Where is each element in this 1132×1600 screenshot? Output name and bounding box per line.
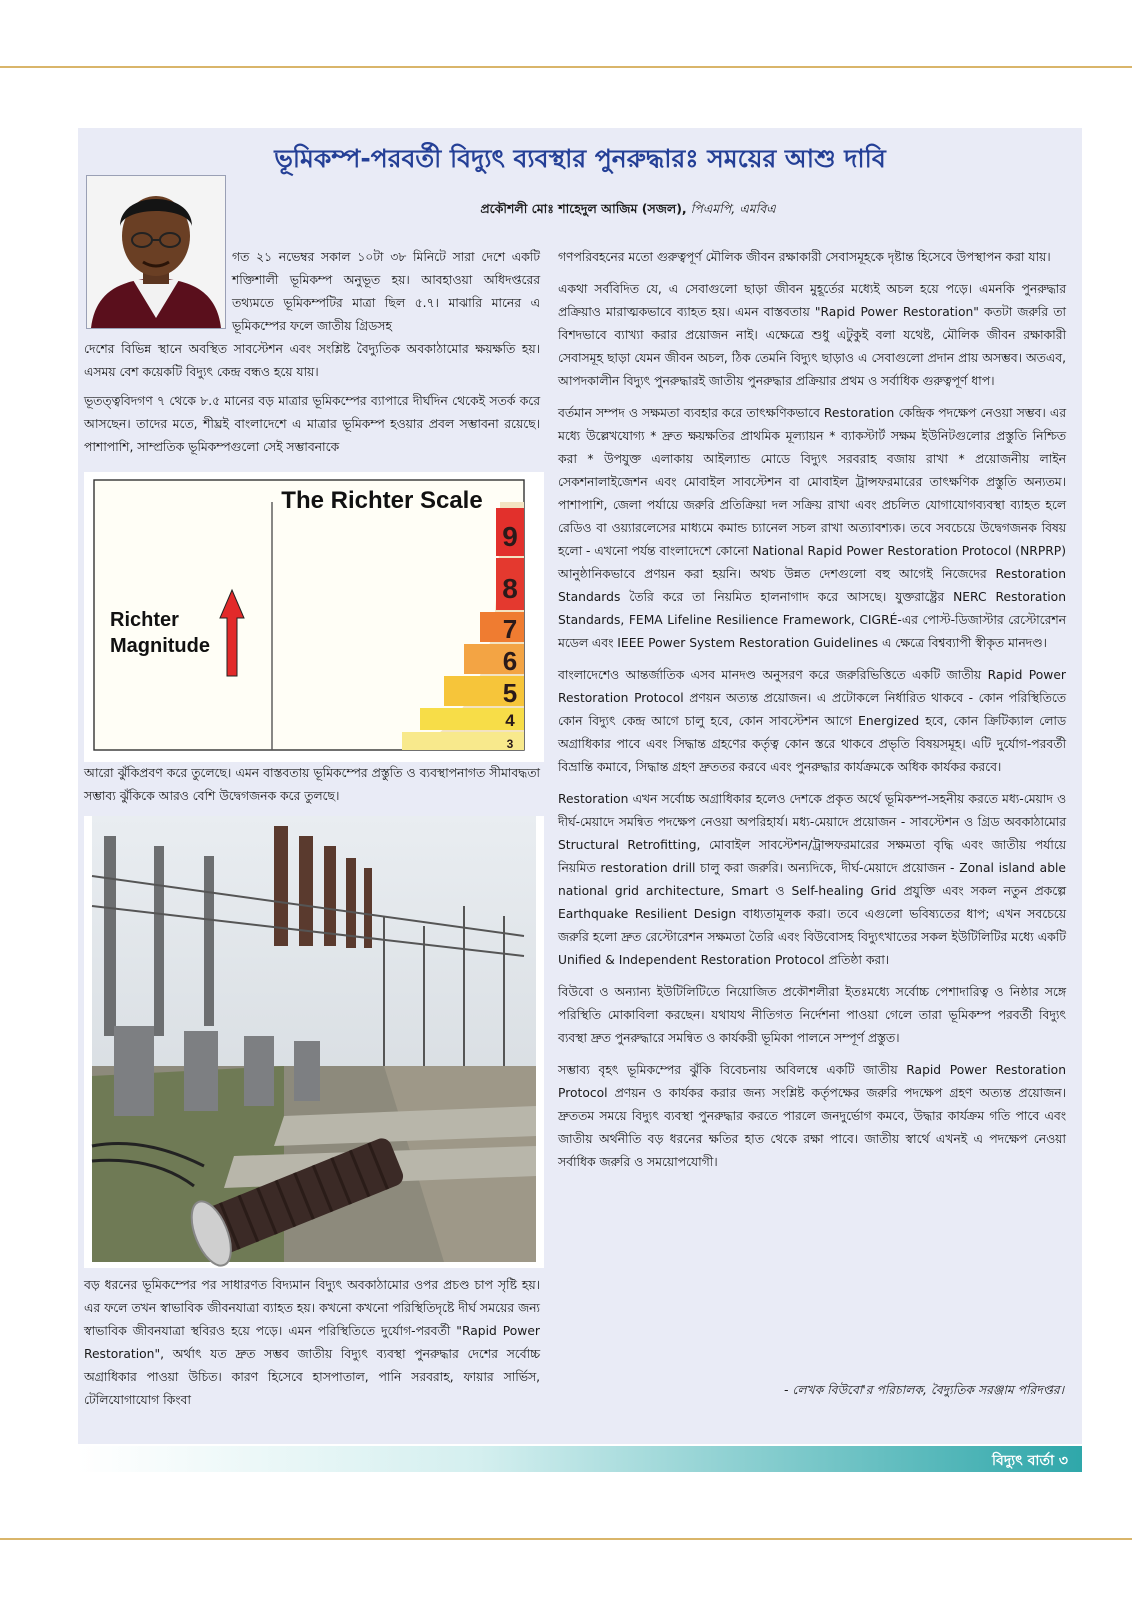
richter-label-8: 8 — [502, 573, 518, 604]
right-paragraph-4: বাংলাদেশেও আন্তর্জাতিক এসব মানদণ্ড অনুসরণ করে জরুরিভিত্তিতে একটি জাতীয় Rapid Power Restoration Protocol প্রণয়ন অত্যন্ত প্রয়োজন। এ প্রটোকলে নির্ধারিত থাকবে - কোন পরিস্থিতিতে কোন বিদ্যুৎ কেন্দ্র আগে চালু হবে, কোন সাবস্টেশন আগে Energized হবে, কোন ক্রিটিক্যাল লোড অগ্রাধিকার পাবে এবং সিদ্ধান্ত গ্রহণের কর্তৃত্ব কোন স্তরে থাকবে প্রভৃতি বিষয়সমূহ। এটি দুর্যোগ-পরবর্তী বিভ্রান্তি কমাবে, সিদ্ধান্ত গ্রহণ দ্রুততর করবে এবং পুনরুদ্ধার কার্যক্রমকে অধিক কার্যকর করবে। — [558, 668, 1066, 774]
richter-axis-label-line1: Richter — [110, 609, 179, 631]
richter-label-3: 3 — [506, 737, 514, 751]
richter-label-5: 5 — [502, 678, 518, 708]
right-paragraph-2: একথা সর্ববিদিত যে, এ সেবাগুলো ছাড়া জীবন মুহূর্তের মধ্যেই অচল হয়ে পড়ে। এমনকি পুনরুদ্ধার প্রক্রিয়াও মারাত্মকভাবে ব্যাহত হয়। এমন বাস্তবতায় "Rapid Power Restoration" কতটা জরুরি তা বিশদভাবে ব্যাখ্যা করার প্রয়োজন নাই। এক্ষেত্রে শুধু এটুকুই বলা যথেষ্ট, মৌলিক জীবন রক্ষাকারী সেবাসমূহ ছাড়া যেমন জীবন অচল, ঠিক তেমনি বিদ্যুৎ ছাড়াও এ সেবাগুলো প্রদান প্রায় অসম্ভব। অতএব, আপদকালীন বিদ্যুৎ পুনরুদ্ধারই জাতীয় পুনরুদ্ধার প্রক্রিয়ার প্রথম ও সর্বাধিক গুরুত্বপূর্ণ ধাপ। — [558, 282, 1066, 388]
richter-label-6: 6 — [502, 646, 518, 676]
byline — [228, 200, 1028, 218]
substation-damage-photo — [84, 816, 544, 1268]
footer-band — [78, 1446, 1082, 1472]
paragraph-risk: আরো ঝুঁকিপ্রবণ করে তুলেছে। এমন বাস্তবতায় ভূমিকম্পের প্রস্তুতি ও ব্যবস্থাপনাগত সীমাবদ্ধতা সম্ভাব্য ঝুঁকিকে আরও বেশি উদ্বেগজনক করে তুলছে। — [84, 766, 540, 803]
article-title: ভূমিকম্প-পরবর্তী বিদ্যুৎ ব্যবস্থার পুনরুদ্ধারঃ সময়ের আশু দাবি — [274, 144, 886, 173]
right-paragraph-3: বর্তমান সম্পদ ও সক্ষমতা ব্যবহার করে তাৎক্ষণিকভাবে Restoration কেন্দ্রিক পদক্ষেপ নেওয়া সম্ভব। এর মধ্যে উল্লেখযোগ্য * দ্রুত ক্ষয়ক্ষতির প্রাথমিক মূল্যায়ন * ব্যাকস্টার্ট সক্ষম ইউনিটগুলোর প্রস্তুতি নিশ্চিত করা * উপযুক্ত এলাকায় আইল্যান্ড মোডে বিদ্যুৎ সরবরাহ বজায় রাখা * প্রয়োজনীয় লাইন সেকশনালাইজেশন এবং মোবাইল সাবস্টেশন বা মোবাইল ট্রান্সফরমারের তাৎক্ষণিক প্রস্তুতি অন্যতম। পাশাপাশি, জেলা পর্যায়ে জরুরি প্রতিক্রিয়া দল সক্রিয় রাখা এবং প্রচলিত যোগাযোগব্যবস্থা ব্যাহত হলে রেডিও বা ওয়্যারলেসের মাধ্যমে কমান্ড চ্যানেল সচল রাখা অত্যাবশ্যক। তবে সবচেয়ে উদ্বেগজনক বিষয় হলো - এখনো পর্যন্ত বাংলাদেশে কোনো National Rapid Power Restoration Protocol (NRPRP) আনুষ্ঠানিকভাবে প্রণয়ন করা হয়নি। অথচ উন্নত দেশগুলো বহু আগেই নিজেদের Restoration Standards তৈরি করে তা নিয়মিত হালনাগাদ করে আসছে। যুক্তরাষ্ট্রের NERC Restoration Standards, FEMA Lifeline Resilience Framework, CIGRÉ-এর পোস্ট-ডিজাস্টার রেস্টোরেশন মডেল এবং IEEE Power System Restoration Guidelines এ ক্ষেত্রে বিশ্বব্যাপী স্বীকৃত মানদণ্ড। — [558, 406, 1066, 650]
right-paragraph-7: সম্ভাব্য বৃহৎ ভূমিকম্পের ঝুঁকি বিবেচনায় অবিলম্বে একটি জাতীয় Rapid Power Restoration Protocol প্রণয়ন ও কার্যকর করার জন্য সংশ্লিষ্ট কর্তৃপক্ষের জরুরি পদক্ষেপ গ্রহণ অত্যন্ত প্রয়োজন। দ্রুততম সময়ে বিদ্যুৎ ব্যবস্থা পুনরুদ্ধার করতে পারলে জনদুর্ভোগ কমবে, উদ্ধার কার্যক্রম গতি পাবে এবং জাতীয় অর্থনীতি বড় ধরনের ক্ষতির হাত থেকে রক্ষা পাবে। জাতীয় স্বার্থে এখনই এ পদক্ষেপ নেওয়া সর্বাধিক জরুরি ও সময়োপযোগী। — [558, 1063, 1066, 1169]
richter-scale-figure — [84, 472, 544, 762]
footer-page-label: বিদ্যুৎ বার্তা ৩ — [992, 1453, 1068, 1469]
paragraph-experts-warning: ভূতত্ত্ববিদগণ ৭ থেকে ৮.৫ মানের বড় মাত্রার ভূমিকম্পের ব্যাপারে দীর্ঘদিন থেকেই সতর্ক করে আসছেন। তাদের মতে, শীঘ্রই বাংলাদেশে এ মাত্রার ভূমিকম্প হওয়ার প্রবল সম্ভাবনা রয়েছে। পাশাপাশি, সাম্প্রতিক ভূমিকম্পগুলো সেই সম্ভাবনাকে — [84, 394, 540, 454]
right-column — [558, 246, 1066, 1183]
top-rule — [0, 66, 1132, 68]
right-paragraph-1: গণপরিবহনের মতো গুরুত্বপূর্ণ মৌলিক জীবন রক্ষাকারী সেবাসমূহকে দৃষ্টান্ত হিসেবে উপস্থাপন করা যায়। — [558, 250, 1051, 264]
author-portrait-image — [87, 176, 225, 328]
author-signoff: - লেখক বিউবো'র পরিচালক, বৈদ্যুতিক সরঞ্জাম পরিদপ্তর। — [784, 1383, 1064, 1397]
intro-paragraph-wrap: গত ২১ নভেম্বর সকাল ১০টা ৩৮ মিনিটে সারা দেশে একটি শক্তিশালী ভূমিকম্প অনুভূত হয়। আবহাওয়া অধিদপ্তরের তথ্যমতে ভূমিকম্পটির মাত্রা ছিল ৫.৭। মাঝারি মানের এ ভূমিকম্পের ফলে জাতীয় গ্রিডসহ — [232, 250, 540, 333]
richter-axis-label-line2: Magnitude — [110, 635, 210, 657]
richter-label-7: 7 — [502, 614, 518, 644]
right-paragraph-5: Restoration এখন সর্বোচ্চ অগ্রাধিকার হলেও দেশকে প্রকৃত অর্থে ভূমিকম্প-সহনীয় করতে মধ্য-মেয়াদ ও দীর্ঘ-মেয়াদে সমন্বিত পদক্ষেপ নেওয়া অপরিহার্য। মধ্য-মেয়াদে প্রয়োজন - সাবস্টেশন ও গ্রিড অবকাঠামোর Structural Retrofitting, মোবাইল সাবস্টেশন/ট্রান্সফরমারের সক্ষমতা বৃদ্ধি এবং জাতীয় পর্যায়ে নিয়মিত restoration drill চালু করা জরুরি। অন্যদিকে, দীর্ঘ-মেয়াদে প্রয়োজন - Zonal island able national grid architecture, Smart ও Self-healing Grid প্রযুক্তি এবং সকল নতুন প্রকল্পে Earthquake Resilient Design বাধ্যতামূলক করা। তবে এগুলো ভবিষ্যতের ধাপ; এখন সবচেয়ে জরুরি হলো দ্রুত রেস্টোরেশন সক্ষমতা তৈরি এবং বিউবোসহ বিদ্যুৎখাতের সকল ইউটিলিটির মধ্যে একটি Unified & Independent Restoration Protocol প্রতিষ্ঠা করা। — [558, 792, 1066, 967]
richter-label-4: 4 — [505, 711, 515, 730]
author-credentials: পিএমপি, এমবিএ — [690, 201, 776, 216]
intro-paragraph-continued: দেশের বিভিন্ন স্থানে অবস্থিত সাবস্টেশন এবং সংশ্লিষ্ট বৈদ্যুতিক অবকাঠামোর ক্ষয়ক্ষতি হয়। এসময় বেশ কয়েকটি বিদ্যুৎ কেন্দ্র বন্ধও হয়ে যায়। — [84, 342, 540, 379]
richter-label-9: 9 — [502, 521, 518, 552]
paragraph-infrastructure-pressure: বড় ধরনের ভূমিকম্পের পর সাধারণত বিদ্যমান বিদ্যুৎ অবকাঠামোর ওপর প্রচণ্ড চাপ সৃষ্টি হয়। এর ফলে তখন স্বাভাবিক জীবনযাত্রা ব্যাহত হয়। কখনো কখনো পরিস্থিতিদৃষ্টে দীর্ঘ সময়ের জন্য স্বাভাবিক জীবনযাত্রা স্থবিরও হয়ে পড়ে। এমন পরিস্থিতিতে দুর্যোগ-পরবর্তী "Rapid Power Restoration", অর্থাৎ যত দ্রুত সম্ভব জাতীয় বিদ্যুৎ ব্যবস্থা পুনরুদ্ধার দেশের সর্বোচ্চ অগ্রাধিকার পাওয়া উচিত। কারণ হিসেবে হাসপাতাল, পানি সরবরাহ, ফায়ার সার্ভিস, টেলিযোগাযোগ কিংবা — [84, 1278, 540, 1407]
author-name: প্রকৌশলী মোঃ শাহেদুল আজিম (সজল), — [480, 201, 687, 216]
author-portrait — [86, 175, 226, 329]
substation-photo-image — [84, 816, 544, 1268]
right-paragraph-6: বিউবো ও অন্যান্য ইউটিলিটিতে নিয়োজিত প্রকৌশলীরা ইতঃমধ্যে সর্বোচ্চ পেশাদারিত্ব ও নিষ্ঠার সঙ্গে পরিস্থিতি মোকাবিলা করছেন। যথাযথ নীতিগত নির্দেশনা পাওয়া গেলে তারা ভূমিকম্প পরবর্তী বিদ্যুৎ ব্যবস্থা দ্রুত পুনরুদ্ধারে সমন্বিত ও কার্যকরী ভূমিকা পালনে সম্পূর্ণ প্রস্তুত। — [558, 985, 1066, 1045]
article-panel — [78, 128, 1082, 1444]
bottom-rule — [0, 1538, 1132, 1540]
richter-title: The Richter Scale — [281, 487, 483, 514]
